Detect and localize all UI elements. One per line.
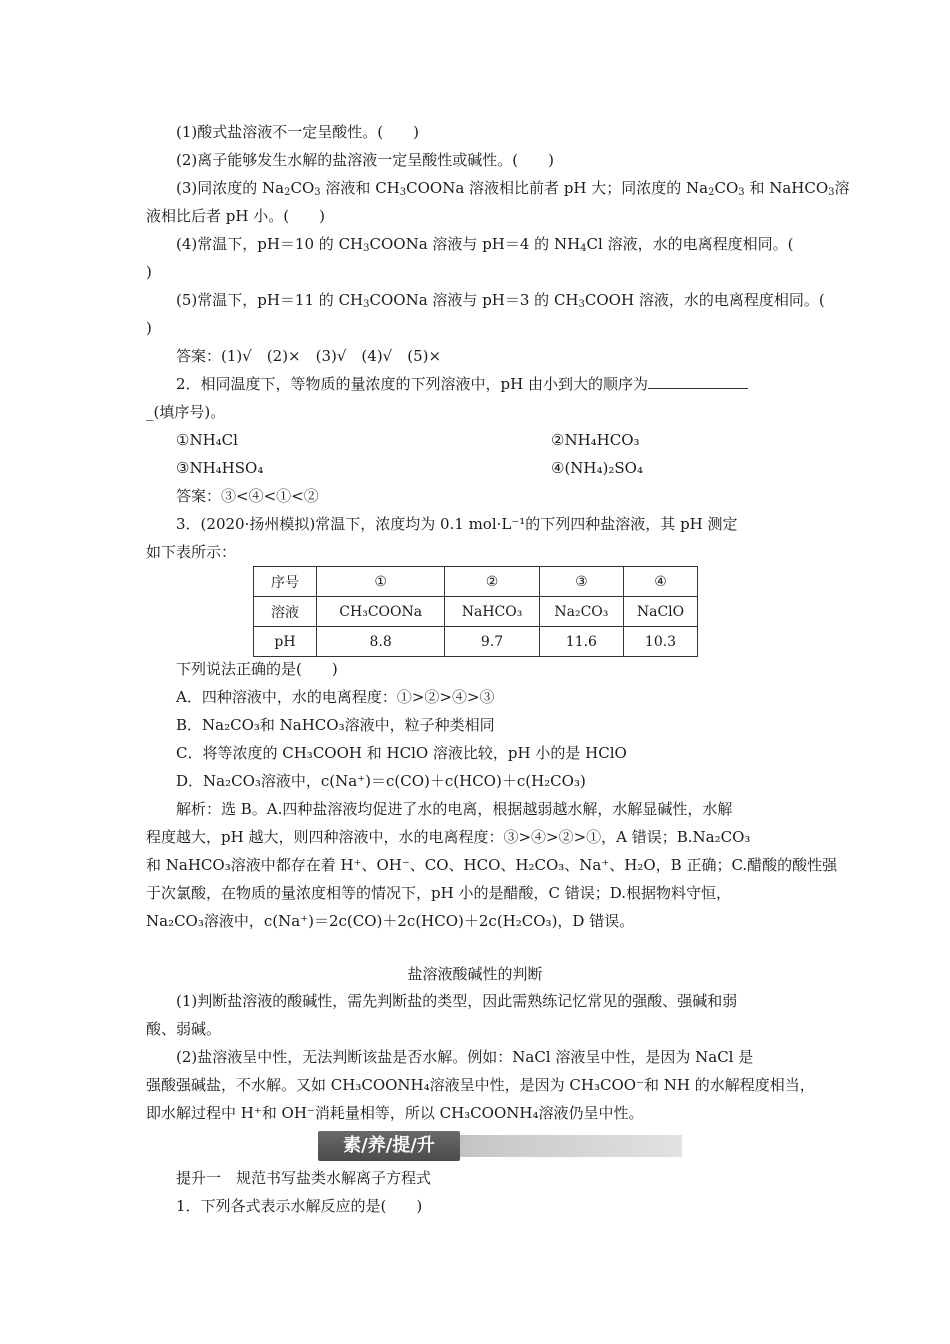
q3-option-b: B．Na₂CO₃和 NaHCO₃溶液中，粒子种类相同 bbox=[176, 716, 495, 734]
q2-option-4: ④(NH₄)₂SO₄ bbox=[551, 459, 643, 477]
note-paragraph-2-cont: 强酸强碱盐，不水解。又如 CH₃COONH₄溶液呈中性，是因为 CH₃COO⁻和 NH 的水解程度相当， bbox=[146, 1076, 815, 1094]
table-cell: 10.3 bbox=[624, 627, 698, 657]
table-cell: CH₃COONa bbox=[317, 597, 445, 627]
note-paragraph-1: (1)判断盐溶液的酸碱性，需先判断盐的类型，因此需熟练记忆常见的强酸、强碱和弱 bbox=[176, 992, 738, 1010]
table-cell: ③ bbox=[539, 567, 623, 597]
section-banner-label: 素/养/提/升 bbox=[343, 1135, 435, 1156]
note-paragraph-2-end: 即水解过程中 H⁺和 OH⁻消耗量相等，所以 CH₃COONH₄溶液仍呈中性。 bbox=[146, 1104, 644, 1122]
q1-item-4-cont: ) bbox=[146, 263, 152, 281]
q3-explanation-1: 解析：选 B。A.四种盐溶液均促进了水的电离，根据越弱越水解，水解显碱性，水解 bbox=[176, 800, 733, 818]
table-cell: ② bbox=[445, 567, 539, 597]
q3-explanation-4: 于次氯酸，在物质的量浓度相等的情况下，pH 小的是醋酸，C 错误；D.根据物料守恒， bbox=[146, 884, 731, 902]
q2-option-1: ①NH₄Cl bbox=[176, 431, 238, 449]
table-cell: ④ bbox=[624, 567, 698, 597]
q1-answer: 答案：(1)√ (2)× (3)√ (4)√ (5)× bbox=[176, 347, 442, 365]
q3-explanation-5: Na₂CO₃溶液中，c(Na⁺)＝2c(CO)＋2c(HCO)＋2c(H₂CO₃)，D 错误。 bbox=[146, 912, 635, 930]
upgrade-heading: 提升一 规范书写盐类水解离子方程式 bbox=[176, 1169, 432, 1187]
q3-explanation-2: 程度越大，pH 越大，则四种溶液中，水的电离程度：③>④>②>①，A 错误；B.Na₂CO₃ bbox=[146, 828, 751, 846]
q3-option-a: A．四种溶液中，水的电离程度：①>②>④>③ bbox=[176, 688, 495, 706]
table-row bbox=[254, 627, 698, 657]
q3-stem: 3．(2020·扬州模拟)常温下，浓度均为 0.1 mol·L⁻¹的下列四种盐溶液，其 pH 测定 bbox=[176, 515, 738, 533]
q2-stem-cont: _(填序号)。 bbox=[146, 403, 226, 421]
q1-item-1: (1)酸式盐溶液不一定呈酸性。( ) bbox=[176, 123, 419, 141]
upgrade-question-1: 1．下列各式表示水解反应的是( ) bbox=[176, 1197, 423, 1215]
table-header-cell: 序号 bbox=[254, 567, 317, 597]
q2-option-2: ②NH₄HCO₃ bbox=[551, 431, 640, 449]
table-cell: NaHCO₃ bbox=[445, 597, 539, 627]
q1-item-5-cont: ) bbox=[146, 319, 152, 337]
q2-option-3: ③NH₄HSO₄ bbox=[176, 459, 264, 477]
table-row bbox=[254, 597, 698, 627]
table-cell: 8.8 bbox=[317, 627, 445, 657]
q3-option-c: C．将等浓度的 CH₃COOH 和 HClO 溶液比较，pH 小的是 HClO bbox=[176, 744, 627, 762]
ph-table bbox=[253, 566, 698, 657]
answer-blank bbox=[648, 374, 748, 389]
table-header-cell: 溶液 bbox=[254, 597, 317, 627]
note-paragraph-1-cont: 酸、弱碱。 bbox=[146, 1020, 222, 1038]
q1-item-4: (4)常温下，pH＝10 的 $CH_3COONa$ 溶液与 pH＝4 的 $NH_4Cl$ 溶液，水的电离程度相同。( bbox=[176, 235, 794, 254]
q3-prompt: 下列说法正确的是( ) bbox=[176, 660, 338, 678]
q1-item-2: (2)离子能够发生水解的盐溶液一定呈酸性或碱性。( ) bbox=[176, 151, 554, 169]
q3-option-d: D．Na₂CO₃溶液中，c(Na⁺)＝c(CO)＋c(HCO)＋c(H₂CO₃) bbox=[176, 772, 586, 790]
table-cell: ① bbox=[317, 567, 445, 597]
q2-stem: 2．相同温度下，等物质的量浓度的下列溶液中，pH 由小到大的顺序为 bbox=[176, 374, 748, 394]
table-cell: NaClO bbox=[624, 597, 698, 627]
table-row bbox=[254, 567, 698, 597]
q1-item-5: (5)常温下，pH＝11 的 $CH_3COONa$ 溶液与 pH＝3 的 $CH_3COOH$ 溶液，水的电离程度相同。( bbox=[176, 291, 825, 310]
q2-answer: 答案：③<④<①<② bbox=[176, 487, 319, 505]
q3-explanation-3: 和 NaHCO₃溶液中都存在着 H⁺、OH⁻、CO、HCO、H₂CO₃、Na⁺、H₂O，B 正确；C.醋酸的酸性强 bbox=[146, 856, 838, 874]
q3-stem-cont: 如下表所示： bbox=[146, 543, 237, 561]
q1-item-3-cont: 液相比后者 pH 小。( ) bbox=[146, 207, 325, 225]
table-cell: Na₂CO₃ bbox=[539, 597, 623, 627]
table-cell: 9.7 bbox=[445, 627, 539, 657]
note-paragraph-2: (2)盐溶液呈中性，无法判断该盐是否水解。例如：NaCl 溶液呈中性，是因为 NaCl 是 bbox=[176, 1048, 754, 1066]
section-title: 盐溶液酸碱性的判断 bbox=[407, 965, 543, 983]
q1-item-3: (3)同浓度的 $Na_2CO_3$ 溶液和 $CH_3COONa$ 溶液相比前者 pH 大；同浓度的 $Na_2CO_3$ 和 NaHCO$_3$溶 bbox=[176, 179, 850, 198]
table-cell: 11.6 bbox=[539, 627, 623, 657]
table-header-cell: pH bbox=[254, 627, 317, 657]
